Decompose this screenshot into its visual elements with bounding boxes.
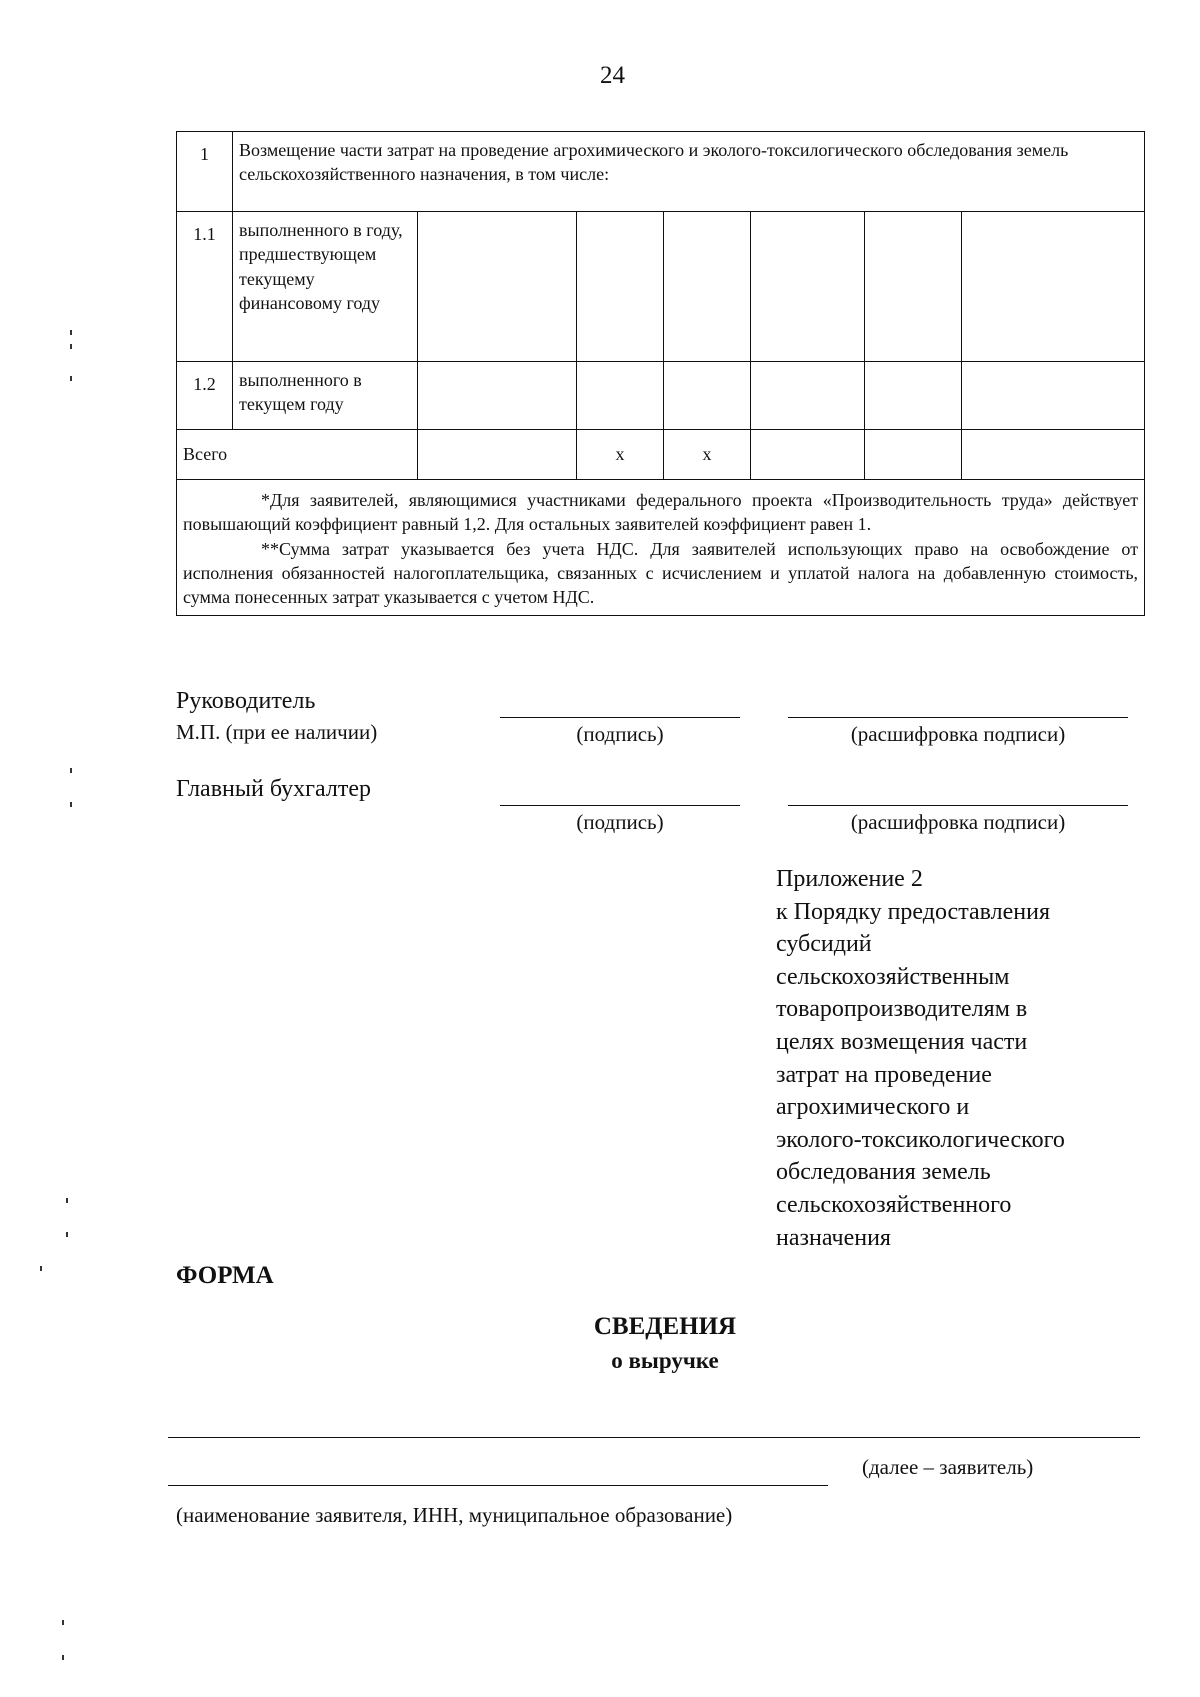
scan-speck (62, 1620, 64, 1625)
stamp-label: М.П. (при ее наличии) (176, 720, 378, 744)
form-title: СВЕДЕНИЯ (593, 1313, 737, 1340)
table-row (177, 132, 1145, 212)
scan-speck (66, 1232, 68, 1237)
transcript-line (788, 717, 1128, 718)
appendix-block (776, 863, 1156, 1254)
table-cell (418, 362, 577, 430)
appendix-line: обследования земель (776, 1159, 991, 1186)
appendix-line: целях возмещения части (776, 1028, 1028, 1055)
transcript-caption: (расшифровка подписи) (850, 722, 1066, 746)
table-cell (664, 362, 751, 430)
transcript-line (788, 805, 1128, 806)
applicant-line (168, 1437, 1140, 1438)
head-label: Руководитель (176, 688, 316, 714)
footnote-productivity: *Для заявителей, являющимися участниками федерального проекта «Производительность труда» действует повышающий коэффициент равный 1,2. Для остальных заявителей коэффициент равен 1. (183, 490, 1139, 535)
table-row-total (177, 430, 1145, 480)
table-notes-row (177, 480, 1145, 616)
cost-table (176, 131, 1145, 616)
appendix-line: назначения (776, 1224, 891, 1251)
appendix-line: Приложение 2 (776, 866, 923, 892)
table-cell (418, 212, 577, 362)
applicant-caption: (наименование заявителя, ИНН, муниципальное образование) (176, 1503, 733, 1527)
appendix-line: сельскохозяйственным (776, 963, 1010, 990)
table-cell (751, 212, 865, 362)
table-cell (865, 212, 962, 362)
scan-speck (40, 1266, 42, 1271)
table-cell (751, 362, 865, 430)
form-subtitle: о выручке (611, 1348, 719, 1373)
table-cell (577, 212, 664, 362)
signature-line (500, 805, 740, 806)
appendix-line: товаропроизводителям в (776, 996, 1028, 1023)
appendix-line: затрат на проведение (776, 1061, 992, 1088)
table-cell (962, 362, 1145, 430)
appendix-line: сельскохозяйственного (776, 1191, 1012, 1218)
table-cell: x (577, 430, 664, 480)
appendix-line: агрохимического и (776, 1094, 970, 1121)
table-cell (962, 430, 1145, 480)
table-row (177, 212, 1145, 362)
page-number: 24 (600, 62, 625, 89)
row-description: выполненного в текущем году (233, 362, 418, 430)
row-number: 1.1 (177, 212, 233, 362)
table-cell (418, 430, 577, 480)
table-cell (664, 212, 751, 362)
table-cell (865, 362, 962, 430)
applicant-line (168, 1485, 828, 1486)
appendix-line: к Порядку предоставления (776, 898, 1051, 925)
signature-caption: (подпись) (576, 810, 664, 834)
appendix-line: эколого-токсикологического (776, 1126, 1065, 1153)
signature-caption: (подпись) (576, 722, 664, 746)
total-label: Всего (177, 430, 418, 480)
table-row (177, 362, 1145, 430)
appendix-line: субсидий (776, 931, 872, 958)
scan-speck (66, 1198, 68, 1203)
table-cell (751, 430, 865, 480)
accountant-label: Главный бухгалтер (176, 776, 371, 802)
form-label: ФОРМА (176, 1262, 274, 1289)
scan-speck (70, 330, 72, 335)
footnote-vat: **Сумма затрат указывается без учета НДС. Для заявителей использующих право на освобождение от исполнения обязанностей налогоплательщика, связанных с исчислением и уплатой налога на добавленную стоимость, сумма понесенных затрат указывается с учетом НДС. (183, 538, 1139, 608)
table-cell (962, 212, 1145, 362)
scan-speck (62, 1655, 64, 1660)
scan-speck (70, 768, 72, 773)
table-cell: x (664, 430, 751, 480)
signature-line (500, 717, 740, 718)
applicant-suffix: (далее – заявитель) (862, 1455, 1034, 1479)
table-cell (577, 362, 664, 430)
row-description: Возмещение части затрат на проведение агрохимического и эколого-токсилогического обследования земель сельскохозяйственного назначения, в том числе: (233, 132, 1145, 212)
scan-speck (70, 376, 72, 381)
scan-speck (70, 344, 72, 349)
row-number: 1 (177, 132, 233, 212)
row-description: выполненного в году, предшествующем текущему финансовому году (233, 212, 418, 362)
row-number: 1.2 (177, 362, 233, 430)
table-cell (865, 430, 962, 480)
scan-speck (70, 802, 72, 807)
transcript-caption: (расшифровка подписи) (850, 810, 1066, 834)
